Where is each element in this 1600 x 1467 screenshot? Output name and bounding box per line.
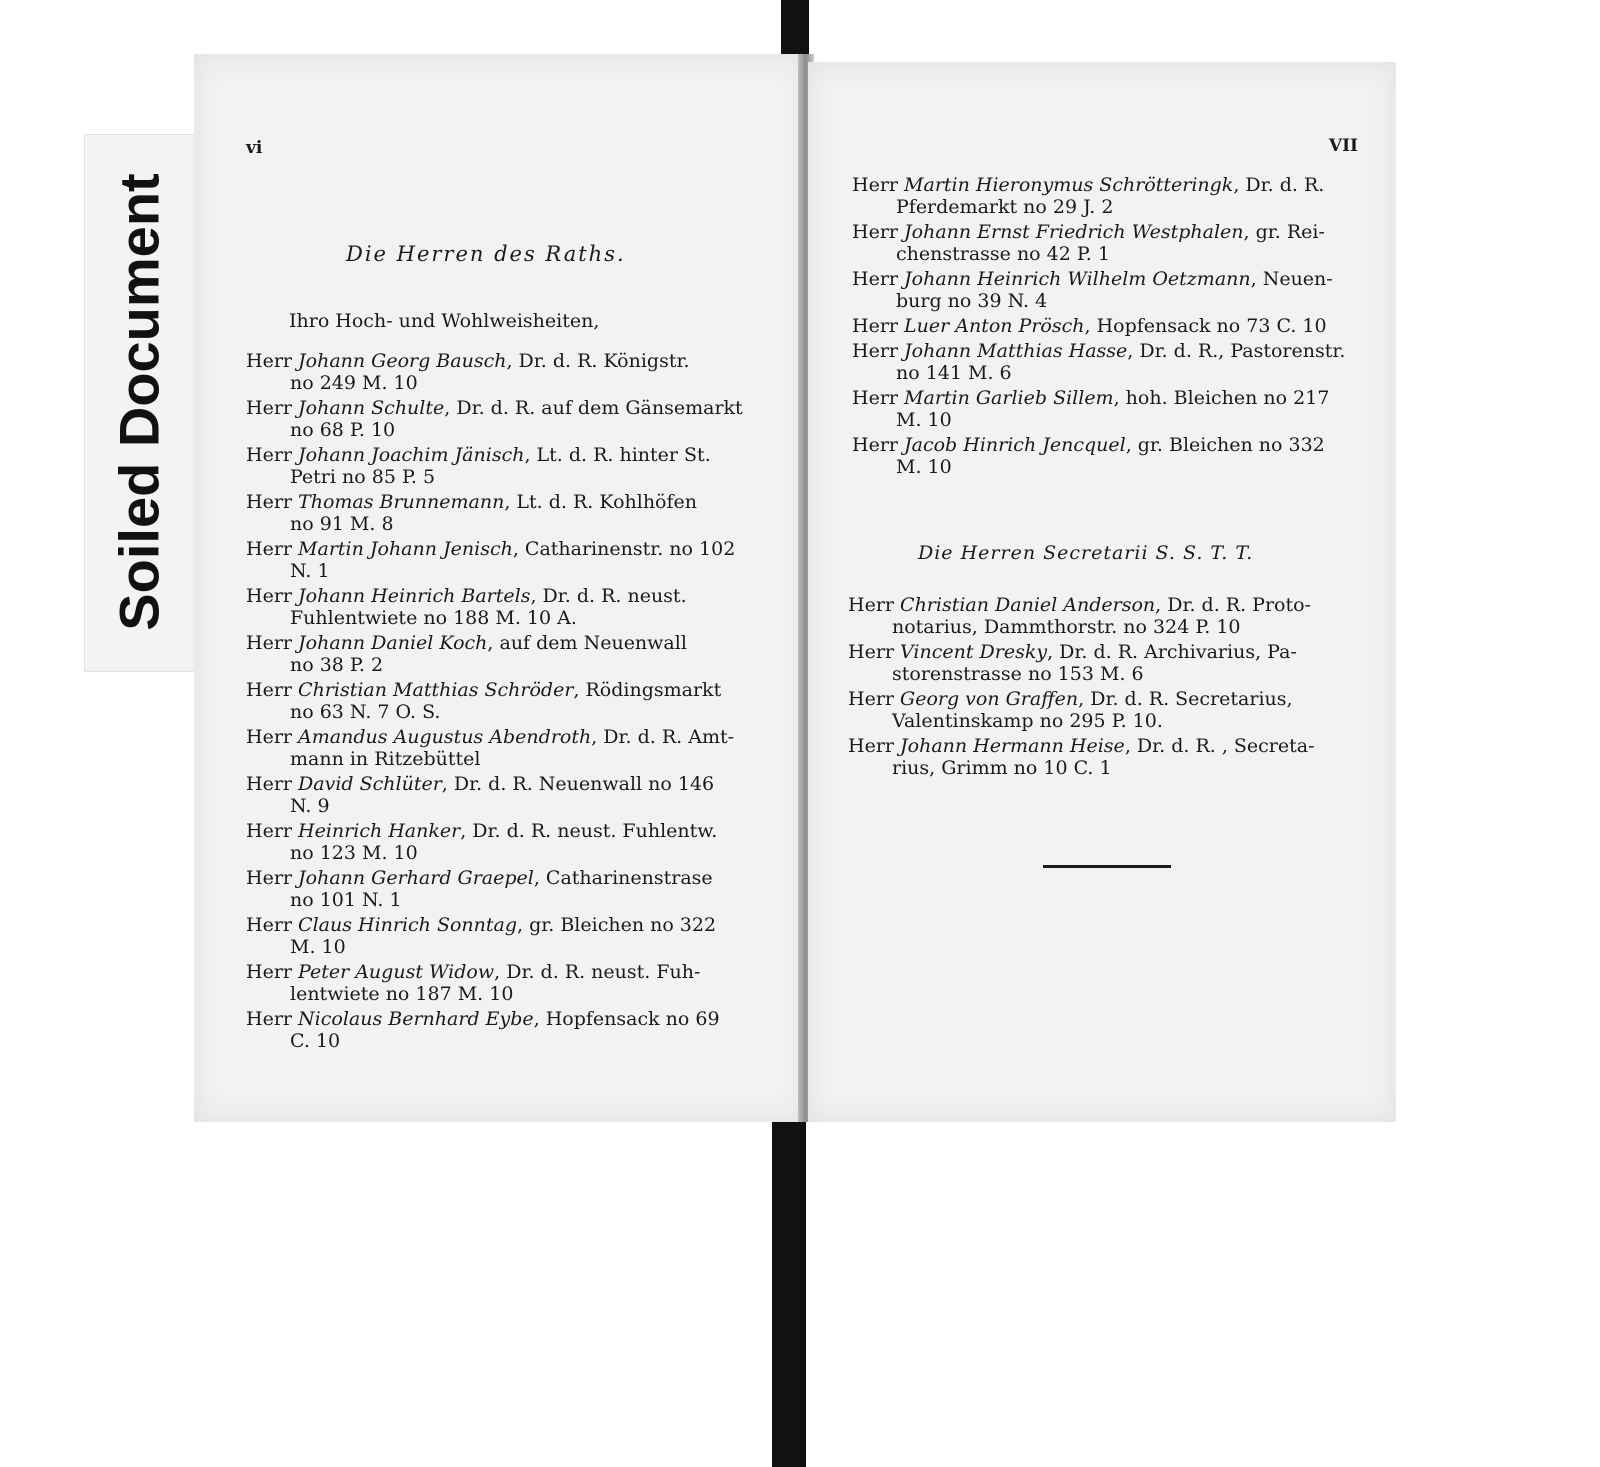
entry-prefix: Herr [246, 914, 299, 936]
entry-name: Christian Matthias Schröder [298, 679, 574, 701]
entry-details: , auf dem Neuenwall [487, 632, 687, 654]
entry-details: , Lt. d. R. Kohlhöfen [504, 491, 698, 513]
entry-details: , Dr. d. R. neust. Fuh- [494, 961, 701, 983]
entry-address: M. 10 [290, 936, 346, 958]
entry-prefix: Herr [246, 491, 299, 513]
entry-address: no 63 N. 7 O. S. [290, 701, 441, 723]
entry-address: M. 10 [896, 409, 952, 431]
entry-name: Johann Daniel Koch [298, 632, 488, 654]
register-entry [852, 268, 1352, 312]
entry-details: , Dr. d. R. neust. [530, 585, 687, 607]
entry-name: Johann Gerhard Graepel [298, 867, 534, 889]
entry-name: Luer Anton Prösch [904, 315, 1085, 337]
entry-address: C. 10 [290, 1030, 341, 1052]
entry-prefix: Herr [852, 387, 905, 409]
register-entry [852, 387, 1352, 431]
entry-name: Johann Joachim Jänisch [298, 444, 525, 466]
entry-address: N. 9 [290, 795, 330, 817]
entry-address: lentwiete no 187 M. 10 [290, 983, 514, 1005]
register-entry [848, 735, 1348, 779]
left-page-heading: Die Herren des Raths. [346, 242, 626, 266]
entry-prefix: Herr [246, 538, 299, 560]
entry-address: no 91 M. 8 [290, 513, 394, 535]
entry-name: Amandus Augustus Abendroth [298, 726, 592, 748]
register-entry [246, 1008, 766, 1052]
entry-address: no 123 M. 10 [290, 842, 418, 864]
entry-address: no 68 P. 10 [290, 419, 396, 441]
entry-name: Johann Heinrich Wilhelm Oetzmann [904, 268, 1251, 290]
entry-details: , Hopfensack no 73 C. 10 [1084, 315, 1327, 337]
entry-name: Johann Georg Bausch [298, 350, 507, 372]
register-entry [246, 726, 766, 770]
entry-details: , Catharinenstrase [533, 867, 713, 889]
entry-address: no 38 P. 2 [290, 654, 384, 676]
left-page [194, 54, 808, 1122]
entry-name: Peter August Widow [298, 961, 495, 983]
entry-name: Jacob Hinrich Jencquel [904, 434, 1126, 456]
entry-details: , Catharinenstr. no 102 [512, 538, 736, 560]
entry-address: M. 10 [896, 456, 952, 478]
entry-name: Johann Hermann Heise [900, 735, 1125, 757]
entry-address: no 101 N. 1 [290, 889, 402, 911]
entry-prefix: Herr [848, 594, 901, 616]
entry-prefix: Herr [246, 773, 299, 795]
register-entry [852, 315, 1352, 337]
entry-name: Johann Heinrich Bartels [298, 585, 531, 607]
entry-address: mann in Ritzebüttel [290, 748, 481, 770]
register-entry [246, 773, 766, 817]
register-entry [246, 585, 766, 629]
entry-details: , Neuen- [1250, 268, 1333, 290]
entry-name: Johann Ernst Friedrich Westphalen [904, 221, 1244, 243]
entry-name: Heinrich Hanker [298, 820, 461, 842]
council-members-list-continued [852, 174, 1352, 481]
register-entry [852, 174, 1352, 218]
entry-address: chenstrasse no 42 P. 1 [896, 243, 1110, 265]
entry-name: Vincent Dresky [900, 641, 1048, 663]
entry-details: , Dr. d. R., Pastorenstr. [1127, 340, 1346, 362]
entry-address: storenstrasse no 153 M. 6 [892, 663, 1144, 685]
secretarii-heading: Die Herren Secretarii S. S. T. T. [918, 542, 1254, 564]
entry-details: , Dr. d. R. Archivarius, Pa- [1047, 641, 1297, 663]
register-entry [852, 434, 1352, 478]
register-entry [246, 397, 766, 441]
entry-prefix: Herr [246, 679, 299, 701]
register-entry [246, 820, 766, 864]
entry-prefix: Herr [852, 221, 905, 243]
entry-address: no 249 M. 10 [290, 372, 418, 394]
entry-details: , Dr. d. R. Secretarius, [1078, 688, 1293, 710]
entry-details: , Dr. d. R. Amt- [591, 726, 735, 748]
entry-prefix: Herr [246, 632, 299, 654]
entry-address: Valentinskamp no 295 P. 10. [892, 710, 1163, 732]
entry-prefix: Herr [246, 820, 299, 842]
entry-name: Johann Schulte [298, 397, 445, 419]
closing-rule [1043, 865, 1171, 868]
entry-name: Martin Hieronymus Schrötteringk [904, 174, 1234, 196]
register-entry [848, 594, 1348, 638]
register-entry [852, 340, 1352, 384]
register-entry [246, 491, 766, 535]
entry-prefix: Herr [246, 867, 299, 889]
entry-name: Nicolaus Bernhard Eybe [298, 1008, 534, 1030]
entry-details: , Dr. d. R. Proto- [1155, 594, 1311, 616]
entry-name: Johann Matthias Hasse [904, 340, 1128, 362]
entry-details: , hoh. Bleichen no 217 [1113, 387, 1330, 409]
entry-prefix: Herr [852, 434, 905, 456]
entry-address: no 141 M. 6 [896, 362, 1012, 384]
soiled-document-label: Soiled Document [107, 173, 171, 631]
register-entry [246, 632, 766, 676]
entry-details: , Hopfensack no 69 [533, 1008, 720, 1030]
register-entry [848, 688, 1348, 732]
entry-prefix: Herr [852, 174, 905, 196]
register-entry [246, 679, 766, 723]
entry-name: Christian Daniel Anderson [900, 594, 1156, 616]
entry-address: rius, Grimm no 10 C. 1 [892, 757, 1112, 779]
left-page-number: vi [246, 138, 263, 158]
entry-details: , Dr. d. R. neust. Fuhlentw. [460, 820, 718, 842]
entry-details: , Dr. d. R. Neuenwall no 146 [441, 773, 715, 795]
entry-prefix: Herr [246, 726, 299, 748]
entry-name: Thomas Brunnemann [298, 491, 505, 513]
entry-prefix: Herr [848, 688, 901, 710]
entry-details: , Dr. d. R. Königstr. [506, 350, 690, 372]
right-page-number: VII [1328, 136, 1358, 156]
entry-address: N. 1 [290, 560, 330, 582]
entry-prefix: Herr [848, 735, 901, 757]
register-entry [246, 867, 766, 911]
entry-details: , Rödingsmarkt [573, 679, 722, 701]
register-entry [246, 538, 766, 582]
register-entry [246, 350, 766, 394]
register-entry [246, 914, 766, 958]
entry-prefix: Herr [246, 444, 299, 466]
entry-name: Martin Garlieb Sillem [904, 387, 1114, 409]
entry-address: Fuhlentwiete no 188 M. 10 A. [290, 607, 577, 629]
entry-details: , gr. Bleichen no 332 [1125, 434, 1325, 456]
entry-prefix: Herr [246, 1008, 299, 1030]
register-entry [852, 221, 1352, 265]
right-page [808, 62, 1396, 1122]
entry-prefix: Herr [246, 350, 299, 372]
entry-details: , Dr. d. R. auf dem Gänsemarkt [444, 397, 743, 419]
entry-prefix: Herr [246, 397, 299, 419]
entry-details: , Dr. d. R. , Secreta- [1124, 735, 1315, 757]
entry-address: Petri no 85 P. 5 [290, 466, 436, 488]
entry-prefix: Herr [246, 961, 299, 983]
entry-prefix: Herr [246, 585, 299, 607]
binding-tab-bottom [772, 1122, 806, 1467]
entry-name: Claus Hinrich Sonntag [298, 914, 518, 936]
entry-name: David Schlüter [298, 773, 442, 795]
entry-address: Pferdemarkt no 29 J. 2 [896, 196, 1114, 218]
entry-prefix: Herr [852, 268, 905, 290]
entry-name: Georg von Graffen [900, 688, 1079, 710]
register-entry [246, 444, 766, 488]
left-page-subheading: Ihro Hoch- und Wohlweisheiten, [289, 310, 600, 332]
register-entry [246, 961, 766, 1005]
entry-prefix: Herr [852, 340, 905, 362]
entry-prefix: Herr [852, 315, 905, 337]
entry-address: notarius, Dammthorstr. no 324 P. 10 [892, 616, 1241, 638]
register-entry [848, 641, 1348, 685]
entry-details: , gr. Bleichen no 322 [517, 914, 717, 936]
entry-details: , gr. Rei- [1243, 221, 1325, 243]
entry-details: , Lt. d. R. hinter St. [524, 444, 711, 466]
entry-name: Martin Johann Jenisch [298, 538, 513, 560]
council-members-list [246, 350, 766, 1055]
entry-details: , Dr. d. R. [1233, 174, 1325, 196]
secretarii-list [848, 594, 1348, 782]
entry-prefix: Herr [848, 641, 901, 663]
entry-address: burg no 39 N. 4 [896, 290, 1048, 312]
